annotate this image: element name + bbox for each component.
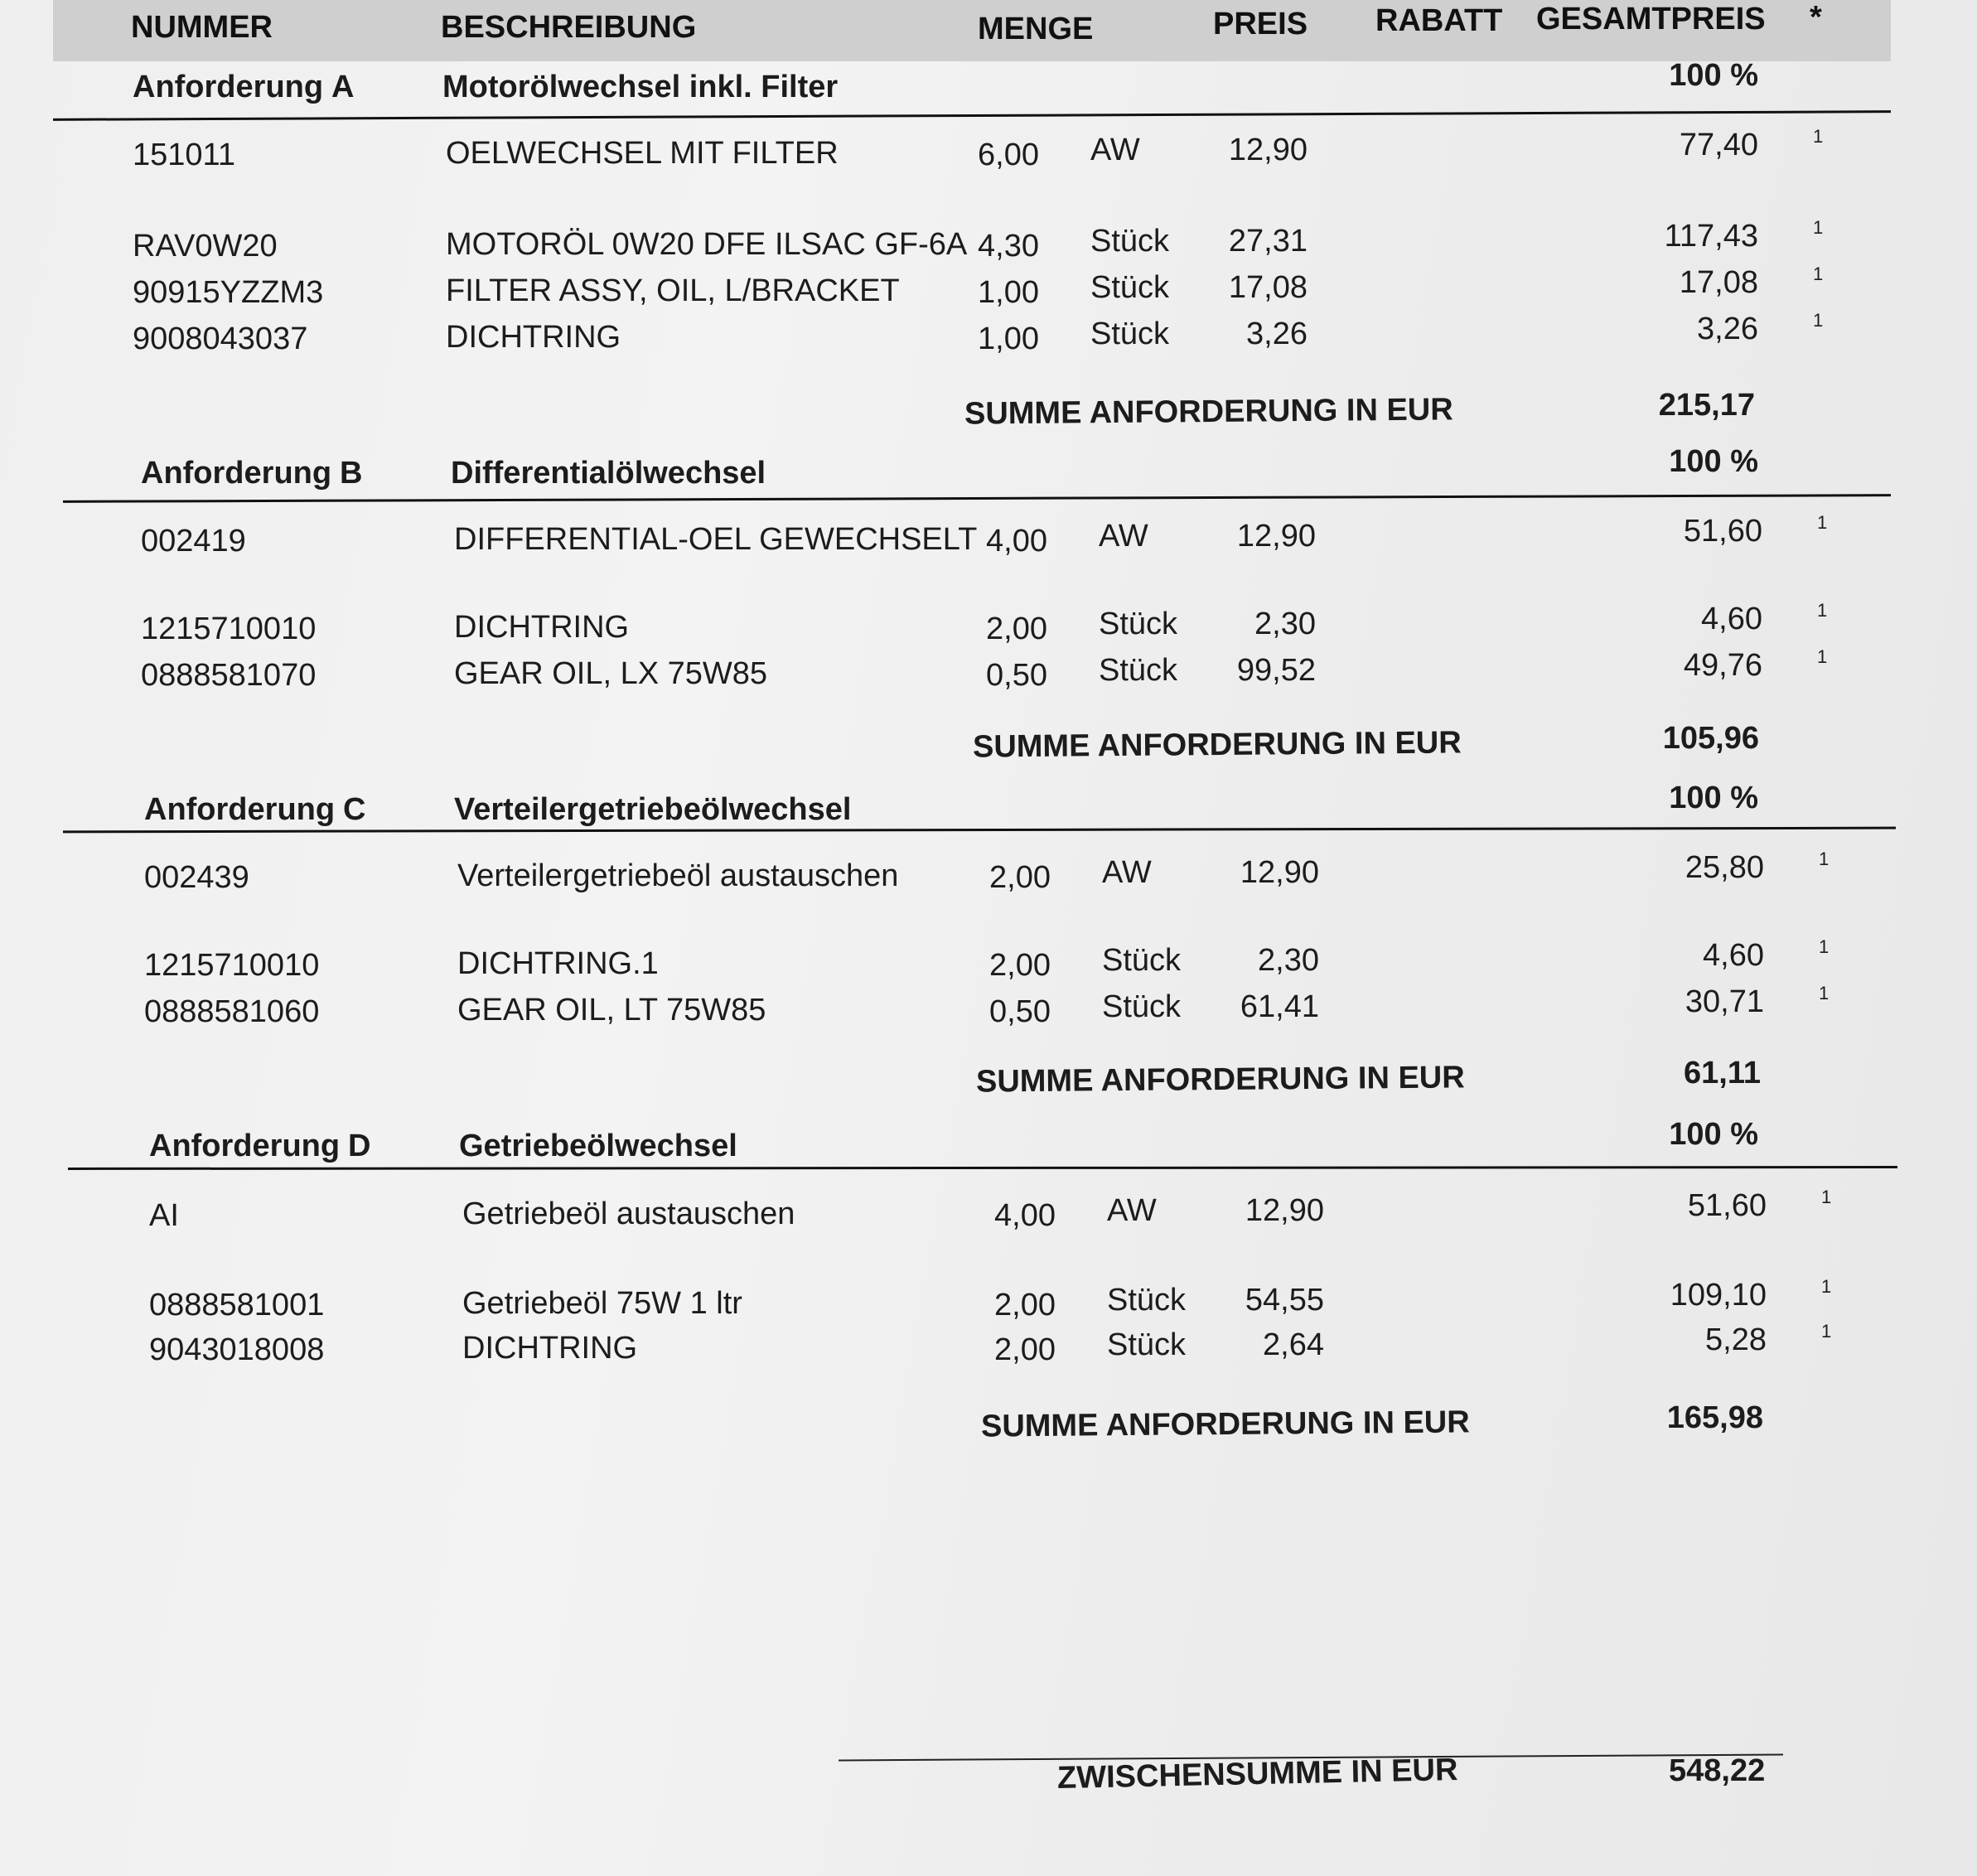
line-description: Verteilergetriebeöl austauschen [457,858,899,893]
line-unit: Stück [1107,1327,1187,1362]
line-quantity: 1,00 [978,322,1039,356]
line-price: 27,31 [1228,224,1308,259]
line-total: 17,08 [1679,265,1758,300]
line-total: 51,60 [1687,1188,1767,1223]
line-price: 99,52 [1236,653,1316,688]
section-label: Anforderung [144,792,336,827]
line-number: 0888581001 [149,1288,325,1322]
line-description: FILTER ASSY, OIL, L/BRACKET [446,273,900,308]
line-price: 12,90 [1228,133,1308,167]
section-title: Differentialölwechsel [451,456,766,491]
line-quantity: 0,50 [989,994,1051,1029]
line-flag: 1 [1817,600,1828,621]
line-number: 9008043037 [133,322,308,356]
section-label: Anforderung [149,1129,341,1163]
section-rule [68,1166,1897,1170]
line-total: 49,76 [1683,648,1762,683]
line-price: 61,41 [1240,989,1319,1024]
section-label: Anforderung [141,456,332,491]
line-flag: 1 [1817,646,1828,667]
subtotal-label: ZWISCHENSUMME IN EUR [1056,1752,1458,1796]
line-quantity: 2,00 [994,1288,1056,1322]
section-letter: A [331,70,355,104]
line-quantity: 2,00 [986,612,1047,646]
line-description: Getriebeöl austauschen [462,1197,795,1231]
line-number: RAV0W20 [133,229,278,264]
line-price: 2,30 [1258,943,1319,978]
line-unit: Stück [1102,989,1182,1024]
line-quantity: 4,00 [986,524,1047,558]
sum-value: 165,98 [1666,1400,1763,1435]
sum-label: SUMME ANFORDERUNG IN EUR [964,392,1453,432]
line-unit: Stück [1090,317,1170,351]
line-total: 77,40 [1679,128,1758,162]
line-flag: 1 [1813,264,1824,284]
line-description: MOTORÖL 0W20 DFE ILSAC GF-6A [446,227,968,262]
line-flag: 1 [1819,936,1830,957]
line-flag: 1 [1813,310,1824,331]
line-total: 117,43 [1664,219,1758,254]
line-price: 2,30 [1254,607,1316,641]
line-number: 002419 [141,524,246,558]
line-price: 54,55 [1245,1283,1324,1318]
line-price: 12,90 [1236,519,1316,554]
line-unit: Stück [1090,270,1170,305]
line-description: GEAR OIL, LX 75W85 [454,656,768,691]
line-unit: AW [1107,1193,1157,1228]
line-unit: AW [1102,855,1152,890]
line-unit: AW [1099,519,1148,554]
section-rule [63,494,1891,503]
line-unit: Stück [1102,943,1182,978]
line-number: 1215710010 [141,612,317,646]
line-total: 4,60 [1701,602,1762,636]
line-price: 3,26 [1246,317,1308,351]
line-quantity: 2,00 [989,948,1051,983]
line-number: AI [149,1198,179,1233]
line-total: 30,71 [1685,984,1764,1019]
line-quantity: 2,00 [994,1332,1056,1367]
sum-label: SUMME ANFORDERUNG IN EUR [975,1060,1465,1100]
section-label: Anforderung [133,70,324,104]
line-quantity: 0,50 [986,658,1047,693]
line-quantity: 2,00 [989,860,1051,895]
line-unit: AW [1090,133,1140,167]
col-menge: MENGE [978,12,1094,46]
line-description: DICHTRING [446,320,621,355]
section-title: Verteilergetriebeölwechsel [454,792,852,827]
line-total: 51,60 [1683,514,1762,549]
line-flag: 1 [1813,126,1824,147]
line-number: 151011 [133,138,235,172]
section-letter: C [343,792,366,827]
col-gesamtpreis: GESAMTPREIS [1536,2,1766,36]
col-rabatt: RABATT [1375,3,1503,38]
line-unit: Stück [1099,607,1178,641]
line-flag: 1 [1819,983,1830,1003]
line-description: DICHTRING [462,1331,638,1366]
line-number: 9043018008 [149,1332,325,1367]
line-quantity: 1,00 [978,275,1039,310]
line-unit: Stück [1090,224,1170,259]
line-description: GEAR OIL, LT 75W85 [457,993,766,1027]
section-percent: 100 % [1669,58,1758,93]
line-unit: Stück [1107,1283,1187,1318]
section-percent: 100 % [1669,1117,1758,1152]
section-title: Motorölwechsel inkl. Filter [442,70,839,104]
line-total: 25,80 [1685,850,1764,885]
sum-value: 105,96 [1662,721,1759,756]
line-total: 109,10 [1670,1278,1767,1313]
line-number: 90915YZZM3 [133,275,324,310]
col-beschreibung: BESCHREIBUNG [441,10,697,45]
line-number: 0888581070 [141,658,317,693]
line-number: 002439 [144,860,249,895]
line-flag: 1 [1813,217,1824,238]
line-flag: 1 [1821,1321,1832,1342]
line-flag: 1 [1821,1187,1832,1207]
line-description: DIFFERENTIAL-OEL GEWECHSELT [454,522,978,557]
section-letter: D [348,1129,371,1163]
line-unit: Stück [1099,653,1178,688]
line-flag: 1 [1817,512,1828,533]
section-rule [53,110,1891,121]
section-title: Getriebeölwechsel [459,1129,737,1163]
section-rule [63,827,1896,834]
sum-label: SUMME ANFORDERUNG IN EUR [972,725,1462,765]
line-description: OELWECHSEL MIT FILTER [446,136,839,171]
line-description: DICHTRING.1 [457,946,659,981]
col-star: * [1810,0,1822,35]
line-total: 4,60 [1703,938,1764,973]
sum-value: 215,17 [1658,388,1755,423]
section-percent: 100 % [1669,444,1758,479]
line-flag: 1 [1819,849,1830,869]
line-total: 5,28 [1705,1322,1767,1357]
line-description: Getriebeöl 75W 1 ltr [462,1286,742,1321]
line-price: 17,08 [1228,270,1308,305]
section-letter: B [340,456,363,491]
section-percent: 100 % [1669,781,1758,815]
line-total: 3,26 [1697,312,1758,346]
line-price: 12,90 [1245,1193,1324,1228]
sum-label: SUMME ANFORDERUNG IN EUR [980,1405,1470,1444]
col-preis: PREIS [1213,7,1308,41]
line-number: 0888581060 [144,994,320,1029]
line-number: 1215710010 [144,948,320,983]
line-price: 12,90 [1240,855,1319,890]
column-header-bar [53,0,1891,61]
subtotal-value: 548,22 [1669,1753,1766,1788]
line-quantity: 4,00 [994,1198,1056,1233]
line-quantity: 4,30 [978,229,1039,264]
col-nummer: NUMMER [131,10,273,45]
line-quantity: 6,00 [978,138,1039,172]
line-description: DICHTRING [454,610,630,645]
line-flag: 1 [1821,1276,1832,1297]
sum-value: 61,11 [1684,1056,1761,1090]
line-price: 2,64 [1263,1327,1324,1362]
